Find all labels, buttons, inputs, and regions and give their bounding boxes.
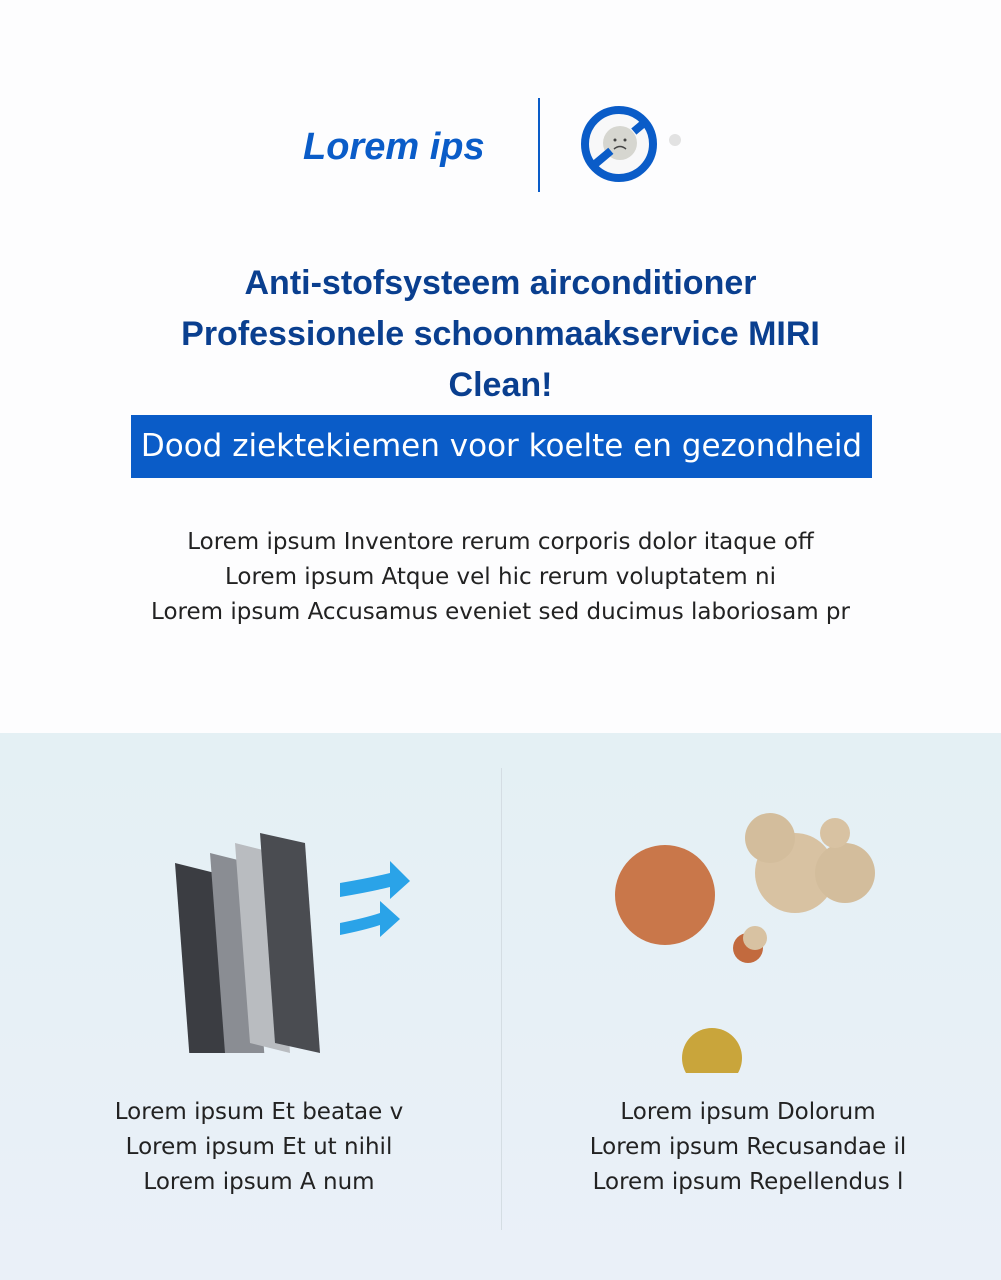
features-section — [0, 733, 1001, 1280]
page-title — [0, 258, 1001, 411]
caption-line: Lorem ipsum Repellendus l — [592, 1169, 904, 1195]
caption-line: Lorem ipsum Dolorum — [620, 1099, 876, 1125]
title-line: Anti-stofsysteem airconditioner — [244, 264, 757, 302]
filter-layers-icon — [120, 793, 420, 1053]
caption-line: Lorem ipsum A num — [143, 1169, 375, 1195]
caption-line: Lorem ipsum Et beatae v — [114, 1099, 404, 1125]
description-line: Lorem ipsum Atque vel hic rerum voluptatem ni — [224, 564, 776, 590]
tagline-banner: Dood ziektekiemen voor koelte en gezondheid — [131, 415, 872, 478]
title-line: Clean! — [448, 366, 553, 404]
divider — [538, 98, 540, 192]
feature-caption-left — [39, 1095, 479, 1200]
brand-logo-text: Lorem ips — [303, 126, 485, 168]
no-dust-icon — [578, 103, 688, 187]
description-line: Lorem ipsum Inventore rerum corporis dolor itaque off — [187, 529, 814, 555]
description — [0, 525, 1001, 630]
caption-line: Lorem ipsum Et ut nihil — [125, 1134, 393, 1160]
germs-icon — [600, 803, 900, 1073]
feature-caption-right — [528, 1095, 968, 1200]
caption-line: Lorem ipsum Recusandae il — [589, 1134, 907, 1160]
title-line: Professionele schoonmaakservice MIRI — [181, 315, 820, 353]
column-divider — [501, 768, 502, 1230]
description-line: Lorem ipsum Accusamus eveniet sed ducimus laboriosam pr — [151, 599, 850, 625]
